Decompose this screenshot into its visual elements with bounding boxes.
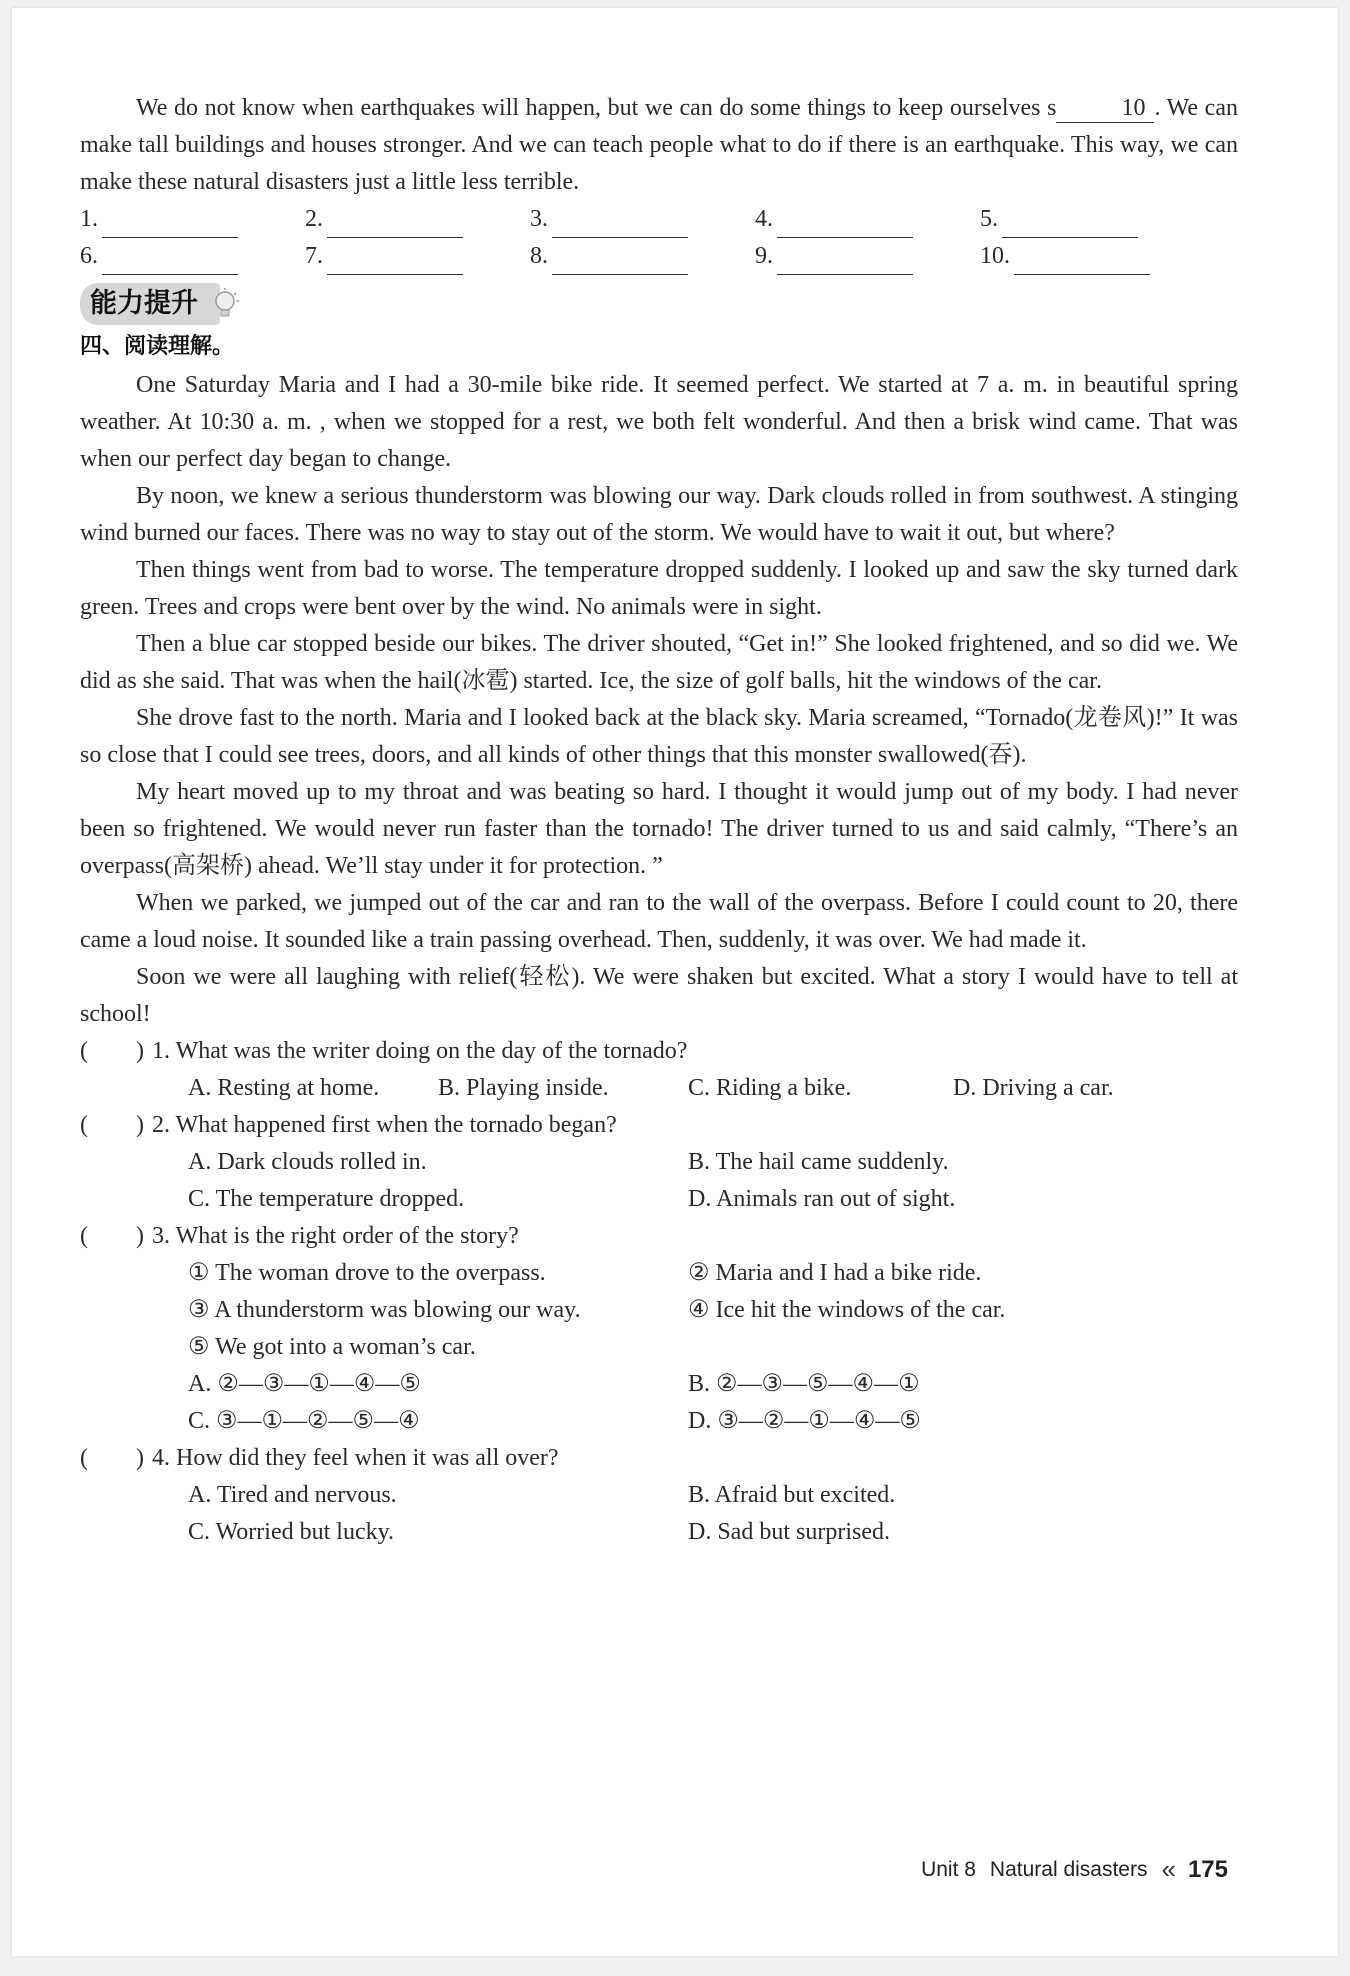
question-2 <box>80 1107 1238 1218</box>
question-4 <box>80 1440 1238 1551</box>
event-5: ⑤ We got into a woman’s car. <box>188 1334 476 1360</box>
section-heading: 四、阅读理解。 <box>80 334 235 359</box>
answer-blank[interactable]: 9. <box>755 238 980 275</box>
option-a: A. Tired and nervous. <box>188 1482 397 1508</box>
answer-blank[interactable]: 7. <box>305 238 530 275</box>
question-stem: 2. What happened first when the tornado began? <box>152 1112 617 1138</box>
filled-blank-10: 10 <box>1056 94 1154 123</box>
option-a: A. ②—③—①—④—⑤ <box>188 1371 421 1397</box>
passage-paragraph: My heart moved up to my throat and was beating so hard. I thought it would jump out of my body. I had never been so frightened. We would never run faster than the tornado! The driver turned to us and said calmly, “There’s an overpass(高架桥) ahead. We’ll stay under it for protection. ” <box>80 779 1238 879</box>
passage-paragraph: By noon, we knew a serious thunderstorm was blowing our way. Dark clouds rolled in from southwest. A stinging wind burned our faces. There was no way to stay out of the storm. We would have to wait it out, but where? <box>80 483 1238 546</box>
intro-line1: We do not know when earthquakes will happen, but we can do some things to keep <box>136 95 944 121</box>
option-c: C. ③—①—②—⑤—④ <box>188 1408 420 1434</box>
page-content <box>80 90 1238 1551</box>
option-b: B. Afraid but excited. <box>688 1482 896 1508</box>
answer-blank[interactable]: 8. <box>530 238 755 275</box>
passage-paragraph: Then things went from bad to worse. The temperature dropped suddenly. I looked up and saw the sky turned dark green. Trees and crops were bent over by the wind. No animals were in sight. <box>80 557 1238 620</box>
option-d: D. Animals ran out of sight. <box>688 1186 956 1212</box>
passage-paragraph: Soon we were all laughing with relief(轻松). We were shaken but excited. What a story I would have to tell at school! <box>80 964 1238 1027</box>
answer-blank[interactable]: 1. <box>80 201 305 238</box>
answer-line[interactable] <box>552 250 688 275</box>
event-3: ③ A thunderstorm was blowing our way. <box>188 1297 581 1323</box>
answer-blank[interactable]: 2. <box>305 201 530 238</box>
event-2: ② Maria and I had a bike ride. <box>688 1260 982 1286</box>
answer-line[interactable] <box>1002 213 1138 238</box>
answer-line[interactable] <box>327 250 463 275</box>
passage-paragraph: She drove fast to the north. Maria and I looked back at the black sky. Maria screamed, “Tornado(龙卷风)!” It was so close that I could see trees, doors, and all kinds of other things that this monster swallowed(吞). <box>80 705 1238 768</box>
question-stem: 1. What was the writer doing on the day of the tornado? <box>152 1038 688 1064</box>
option-c: C. Worried but lucky. <box>188 1519 395 1545</box>
event-4: ④ Ice hit the windows of the car. <box>688 1297 1006 1323</box>
lightbulb-icon <box>210 287 240 321</box>
reading-passage <box>80 367 1238 1033</box>
passage-paragraph: Then a blue car stopped beside our bikes. The driver shouted, “Get in!” She looked frightened, and so did we. We did as she said. That was when the hail(冰雹) started. Ice, the size of golf balls, hit the windows of the car. <box>80 631 1238 694</box>
footer-title: Natural disasters <box>989 1857 1148 1881</box>
answer-line[interactable] <box>777 250 913 275</box>
section-banner-label: 能力提升 <box>90 288 198 319</box>
answer-blank[interactable]: 3. <box>530 201 755 238</box>
option-d: D. Sad but surprised. <box>688 1519 890 1545</box>
option-a: A. Dark clouds rolled in. <box>188 1149 427 1175</box>
page-footer <box>921 1854 1228 1885</box>
answer-blank[interactable]: 5. <box>980 201 1205 238</box>
footer-unit: Unit 8 <box>921 1857 976 1881</box>
question-1 <box>80 1033 1238 1107</box>
option-b: B. ②—③—⑤—④—① <box>688 1371 920 1397</box>
passage-paragraph: One Saturday Maria and I had a 30-mile bike ride. It seemed perfect. We started at 7 a. m. in beautiful spring weather. At 10:30 a. m. , when we stopped for a rest, we both felt wonderful. And then a brisk wind came. That was when our perfect day began to change. <box>80 372 1238 472</box>
intro-line2-pre: ourselves s <box>949 95 1057 121</box>
answer-blank[interactable]: 10. <box>980 238 1205 275</box>
option-c: C. Riding a bike. <box>688 1075 852 1101</box>
passage-paragraph: When we parked, we jumped out of the car and ran to the wall of the overpass. Before I could count to 20, there came a loud noise. It sounded like a train passing overhead. Then, suddenly, it was over. We had made it. <box>80 890 1238 953</box>
option-d: D. Driving a car. <box>953 1075 1114 1101</box>
option-b: B. Playing inside. <box>438 1075 609 1101</box>
question-stem: 3. What is the right order of the story? <box>152 1223 519 1249</box>
workbook-page <box>12 8 1338 1956</box>
question-3 <box>80 1218 1238 1440</box>
question-stem: 4. How did they feel when it was all over? <box>152 1445 559 1471</box>
answer-blanks <box>80 201 1238 275</box>
option-c: C. The temperature dropped. <box>188 1186 465 1212</box>
option-d: D. ③—②—①—④—⑤ <box>688 1408 921 1434</box>
answer-line[interactable] <box>102 250 238 275</box>
answer-blank[interactable]: 4. <box>755 201 980 238</box>
answer-blank[interactable]: 6. <box>80 238 305 275</box>
intro-paragraph <box>80 90 1238 201</box>
answer-line[interactable] <box>1014 250 1150 275</box>
section-banner <box>80 283 220 325</box>
double-chevron-icon: « <box>1161 1854 1176 1884</box>
answer-paren[interactable]: ( ) <box>80 1112 144 1138</box>
option-a: A. Resting at home. <box>188 1075 380 1101</box>
answer-line[interactable] <box>552 213 688 238</box>
answer-paren[interactable]: ( ) <box>80 1038 144 1064</box>
intro-line2-post: . We can make tall buildings and houses stronger. And we can teach people what to do if there is an earthquake. This way, we can make these natural disasters just a little less terrible. <box>80 95 1238 195</box>
answer-line[interactable] <box>327 213 463 238</box>
answer-line[interactable] <box>777 213 913 238</box>
answer-paren[interactable]: ( ) <box>80 1223 144 1249</box>
event-1: ① The woman drove to the overpass. <box>188 1260 546 1286</box>
page-number: 175 <box>1187 1855 1228 1883</box>
answer-line[interactable] <box>102 213 238 238</box>
option-b: B. The hail came suddenly. <box>688 1149 949 1175</box>
answer-paren[interactable]: ( ) <box>80 1445 144 1471</box>
